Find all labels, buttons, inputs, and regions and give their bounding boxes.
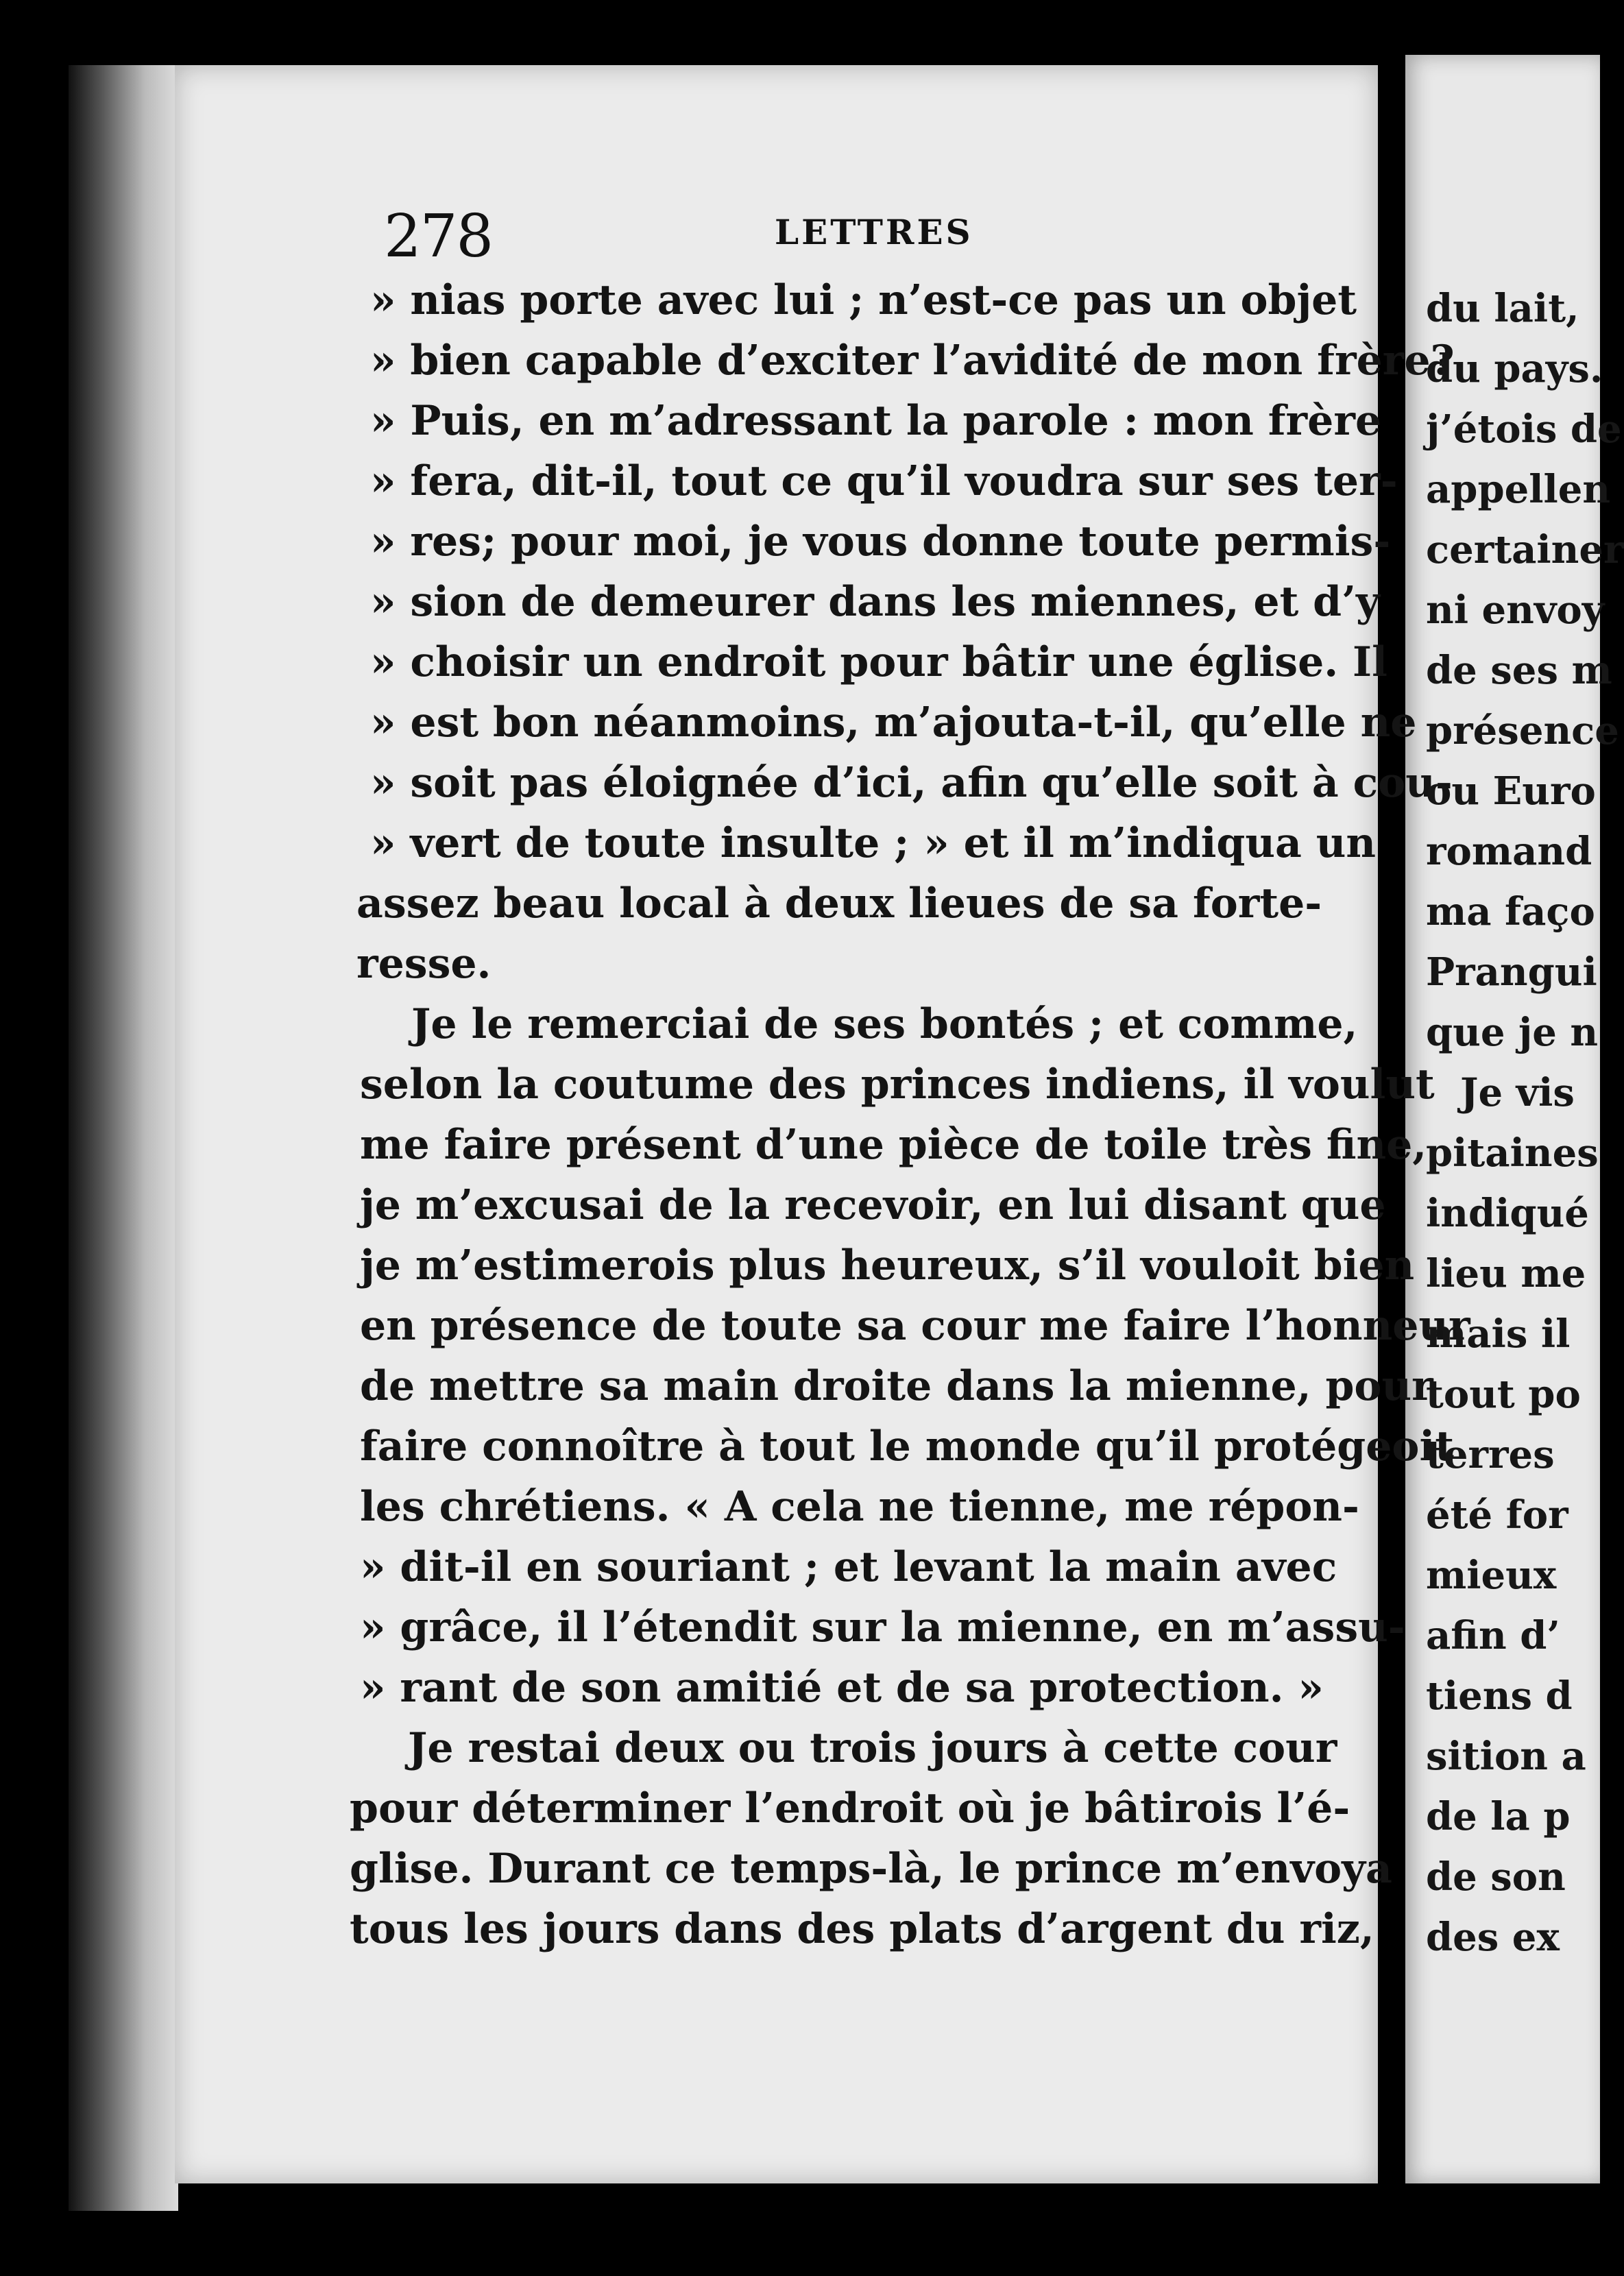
text-line: me faire présent d’une pièce de toile très fine,: [360, 1121, 1427, 1169]
text-line: mieux: [1426, 1553, 1557, 1598]
text-line: appellen: [1426, 467, 1611, 512]
text-line: en présence de toute sa cour me faire l’honneur: [360, 1302, 1470, 1350]
text-line: » Puis, en m’adressant la parole : mon frère: [370, 397, 1382, 445]
text-line: tiens d: [1426, 1673, 1573, 1719]
text-line: » rant de son amitié et de sa protection. »: [360, 1664, 1324, 1712]
text-line: » grâce, il l’étendit sur la mienne, en m’assu-: [360, 1603, 1405, 1651]
text-line: » bien capable d’exciter l’avidité de mon frère?: [370, 337, 1455, 385]
text-line: pitaines: [1426, 1130, 1599, 1176]
text-line: pour déterminer l’endroit où je bâtirois l’é-: [350, 1784, 1350, 1832]
text-line: resse.: [356, 940, 492, 988]
text-line: du lait,: [1426, 286, 1579, 331]
text-line: afin d’: [1426, 1613, 1560, 1658]
running-head: LETTRES: [775, 212, 973, 252]
text-line: les chrétiens. « A cela ne tienne, me répon-: [360, 1483, 1359, 1531]
text-line: selon la coutume des princes indiens, il voulut: [360, 1061, 1435, 1109]
text-line: terres: [1426, 1432, 1555, 1477]
text-line: de mettre sa main droite dans la mienne, pour: [360, 1362, 1433, 1410]
text-line: ni envoy: [1426, 588, 1605, 633]
text-line: » sion de demeurer dans les miennes, et d’y: [370, 578, 1380, 626]
text-line: ma faço: [1426, 889, 1595, 934]
text-line: assez beau local à deux lieues de sa forte-: [356, 880, 1322, 928]
text-line: tout po: [1426, 1372, 1581, 1417]
text-line: » soit pas éloignée d’ici, afin qu’elle soit à cou-: [370, 759, 1453, 807]
text-line: de la p: [1426, 1794, 1571, 1839]
text-line: mais il: [1426, 1311, 1571, 1357]
text-line: » res; pour moi, je vous donne toute permis-: [370, 518, 1391, 566]
text-line: Je vis: [1460, 1070, 1575, 1115]
text-line: indiqué: [1426, 1191, 1589, 1236]
text-line: je m’estimerois plus heureux, s’il vouloit bien: [360, 1242, 1415, 1290]
text-line: que je n: [1426, 1010, 1599, 1055]
text-line: été for: [1426, 1492, 1568, 1538]
text-line: du pays.: [1426, 346, 1603, 391]
text-line: » dit-il en souriant ; et levant la main avec: [360, 1543, 1337, 1591]
text-line: glise. Durant ce temps-là, le prince m’envoya: [350, 1845, 1392, 1893]
text-line: je m’excusai de la recevoir, en lui disant que: [360, 1181, 1386, 1229]
page-number: 278: [384, 202, 493, 271]
text-line: romand: [1426, 829, 1592, 874]
text-line: » vert de toute insulte ; » et il m’indiqua un: [370, 819, 1376, 867]
text-line: j’étois de: [1426, 407, 1622, 452]
text-line: présence: [1426, 708, 1619, 753]
text-line: faire connoître à tout le monde qu’il protégeoit: [360, 1422, 1454, 1470]
text-line: des ex: [1426, 1915, 1560, 1960]
text-line: de ses m: [1426, 648, 1612, 693]
text-line: » est bon néanmoins, m’ajouta-t-il, qu’elle ne: [370, 699, 1417, 747]
text-line: tous les jours dans des plats d’argent du riz,: [350, 1905, 1374, 1953]
text-line: ou Euro: [1426, 768, 1596, 814]
text-line: Je restai deux ou trois jours à cette cour: [408, 1724, 1337, 1772]
text-line: » fera, dit-il, tout ce qu’il voudra sur ses ter-: [370, 457, 1398, 505]
text-line: Prangui: [1426, 949, 1597, 995]
text-line: » nias porte avec lui ; n’est-ce pas un objet: [370, 276, 1357, 324]
text-line: » choisir un endroit pour bâtir une église. Il: [370, 638, 1387, 686]
text-line: Je le remerciai de ses bontés ; et comme,: [411, 1000, 1358, 1048]
text-line: lieu me: [1426, 1251, 1586, 1296]
text-line: de son: [1426, 1854, 1566, 1900]
right-page-text: [1405, 55, 1624, 2183]
text-line: certainer: [1426, 527, 1624, 572]
text-line: sition a: [1426, 1734, 1586, 1779]
